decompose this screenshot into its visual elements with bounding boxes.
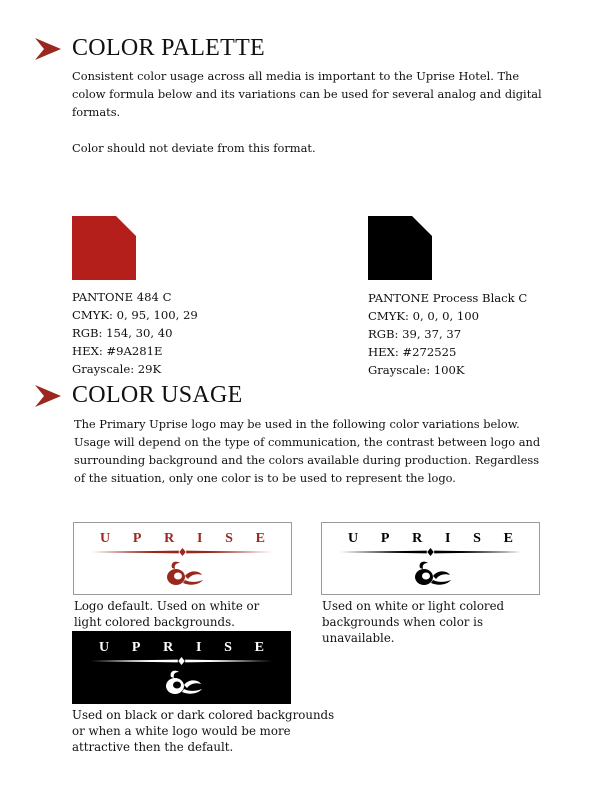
usage-intro-text: The Primary Uprise logo may be used in the following color variations below. Usage will depend on the type of communication, the contrast between logo and surrounding background and the colors available during production. Regardless of the situation, only one color is to be used to represent the logo. (74, 417, 541, 485)
color-swatch-red (72, 216, 136, 280)
logo-variant-white (72, 631, 291, 704)
logo-letter: P (131, 640, 141, 655)
logo-letter: U (99, 640, 110, 655)
palette-intro (72, 67, 552, 157)
ornamental-divider-icon (90, 547, 275, 557)
logo-variant-red (73, 522, 292, 595)
logo-letter: E (503, 531, 513, 546)
pantone-label: PANTONE Process Black C (368, 291, 528, 305)
section-title-color-usage: COLOR USAGE (72, 382, 243, 408)
swatch-specs-black (368, 289, 527, 379)
logo-letter: E (255, 531, 265, 546)
flame-mark-icon (157, 668, 207, 698)
logo-letter: I (196, 531, 203, 546)
flame-mark-icon (158, 559, 208, 589)
hex-label: HEX: #9A281E (72, 344, 163, 358)
ornamental-divider-icon (89, 656, 274, 666)
logo-letter: R (163, 640, 174, 655)
pantone-label: PANTONE 484 C (72, 290, 172, 304)
logo-variant-black-caption: Used on white or light colored backgrounds when color is unavailable. (322, 599, 505, 645)
logo-letter: E (254, 640, 264, 655)
logo-letter: R (164, 531, 175, 546)
logo-letter: U (100, 531, 111, 546)
red-chevron-arrow-icon (35, 385, 61, 407)
logo-wordmark (73, 640, 290, 656)
palette-intro-text: Consistent color usage across all media is important to the Uprise Hotel. The colow formula below and its variations can be used for several analog and digital formats. (72, 69, 542, 119)
logo-letter: S (473, 531, 481, 546)
palette-note-text: Color should not deviate from this format. (72, 141, 316, 155)
cmyk-label: CMYK: 0, 0, 0, 100 (368, 309, 480, 323)
logo-variant-white-caption: Used on black or dark colored backgrounds or when a white logo would be more attractive then the default. (72, 708, 335, 754)
logo-letter: P (132, 531, 142, 546)
grayscale-label: Grayscale: 100K (368, 363, 465, 377)
flame-mark-icon (406, 559, 456, 589)
red-chevron-arrow-icon (35, 38, 61, 60)
logo-letter: S (225, 531, 233, 546)
ornamental-divider-icon (338, 547, 523, 557)
rgb-label: RGB: 154, 30, 40 (72, 326, 173, 340)
cmyk-label: CMYK: 0, 95, 100, 29 (72, 308, 198, 322)
rgb-label: RGB: 39, 37, 37 (368, 327, 462, 341)
color-swatch-black (368, 216, 432, 280)
logo-letter: U (348, 531, 359, 546)
logo-letter: R (412, 531, 423, 546)
logo-variant-black (321, 522, 540, 595)
hex-label: HEX: #272525 (368, 345, 457, 359)
logo-letter: P (380, 531, 390, 546)
logo-wordmark (74, 531, 291, 547)
grayscale-label: Grayscale: 29K (72, 362, 162, 376)
logo-variant-red-caption: Logo default. Used on white or light colored backgrounds. (74, 599, 260, 629)
logo-letter: I (195, 640, 202, 655)
section-title-color-palette: COLOR PALETTE (72, 35, 266, 61)
logo-letter: I (444, 531, 451, 546)
swatch-specs-red (72, 288, 198, 378)
usage-intro (74, 415, 542, 487)
logo-wordmark (322, 531, 539, 547)
logo-letter: S (224, 640, 232, 655)
